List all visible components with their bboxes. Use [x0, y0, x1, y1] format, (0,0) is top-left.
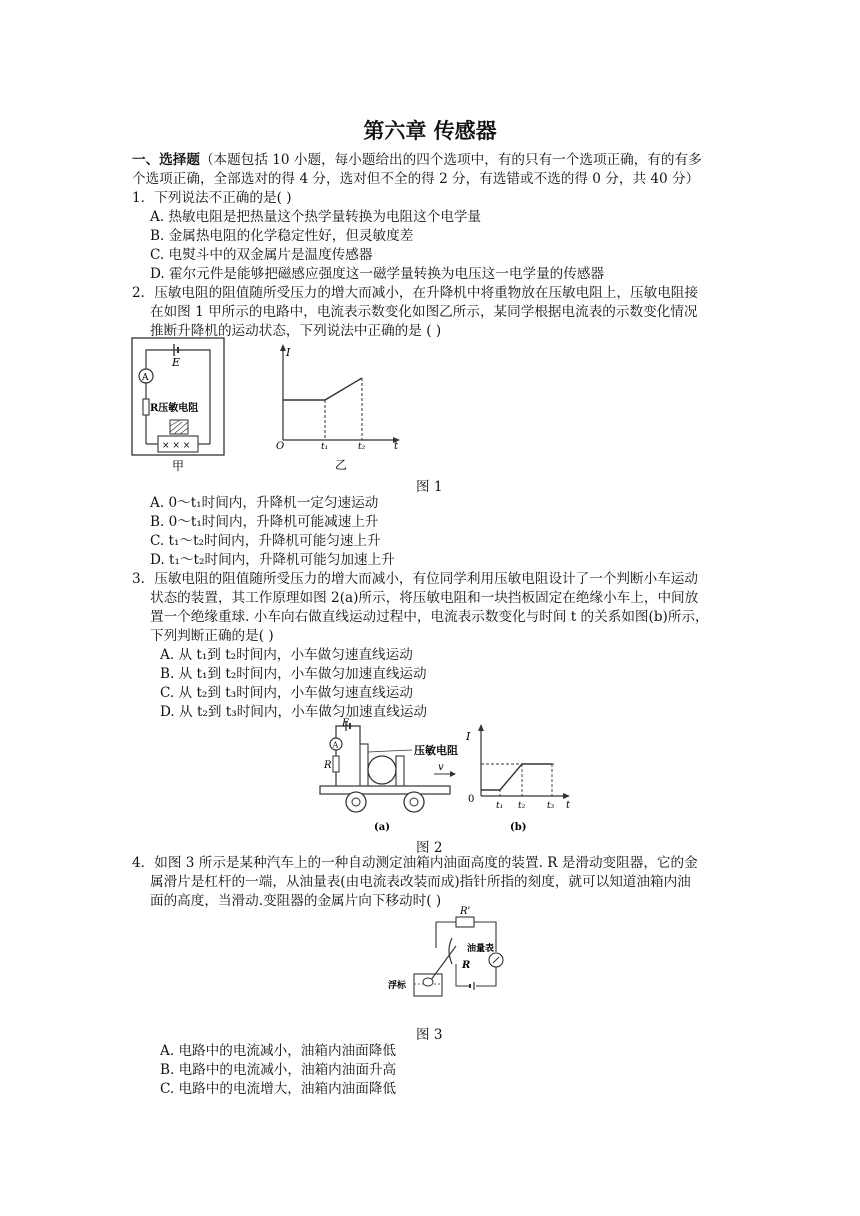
fig2-current-curve — [481, 764, 552, 790]
svg-text:v: v — [438, 762, 444, 773]
svg-text:A: A — [142, 373, 149, 383]
q2-stem-3: 推断升降机的运动状态，下列说法中正确的是 ( ) — [150, 323, 442, 339]
figure-2-caption: 图 2 — [416, 840, 443, 856]
svg-text:t₁: t₁ — [321, 442, 329, 452]
figure-1-caption: 图 1 — [416, 479, 443, 495]
fig2-sensor-label: 压敏电阻 — [414, 744, 458, 757]
q1-option-c: C. 电熨斗中的双金属片是温度传感器 — [150, 247, 373, 263]
q1-option-d: D. 霍尔元件是能够把磁感应强度这一磁学量转换为电压这一电学量的传感器 — [150, 266, 605, 282]
q2-stem-1: 2．压敏电阻的阻值随所受压力的增大而减小，在升降机中将重物放在压敏电阻上，压敏电阻接 — [132, 285, 698, 301]
svg-text:A: A — [332, 740, 339, 750]
q4-option-b: B. 电路中的电流减小，油箱内油面升高 — [160, 1062, 397, 1078]
q2-option-d: D. t₁～t₂时间内，升降机可能匀加速上升 — [150, 552, 395, 568]
section-heading: 一、选择题 — [132, 152, 200, 168]
figure-2 — [316, 714, 586, 834]
svg-text:R: R — [462, 960, 471, 971]
svg-text:t₁: t₁ — [496, 801, 504, 811]
q4-stem-2: 属滑片是杠杆的一端，从油量表(由电流表改装而成)指针所指的刻度，就可以知道油箱内油 — [150, 874, 691, 890]
section-intro — [132, 151, 702, 170]
fig1-marks: × × × — [162, 441, 191, 451]
section-desc-1: （本题包括 10 小题，每小题给出的四个选项中，有的只有一个选项正确，有的有多 — [199, 152, 702, 168]
svg-text:t: t — [394, 441, 399, 452]
q4-option-c: C. 电路中的电流增大，油箱内油面降低 — [160, 1081, 397, 1097]
q3-option-a: A. 从 t₁到 t₂时间内，小车做匀速直线运动 — [160, 647, 413, 663]
figure-1 — [130, 336, 410, 474]
svg-text:t₃: t₃ — [547, 801, 555, 811]
svg-text:0: 0 — [468, 794, 475, 805]
svg-text:t₂: t₂ — [358, 442, 366, 452]
svg-text:t₂: t₂ — [518, 801, 526, 811]
q1-option-b: B. 金属热电阻的化学稳定性好，但灵敏度差 — [150, 228, 414, 244]
q3-option-d: D. 从 t₂到 t₃时间内，小车做匀加速直线运动 — [160, 704, 428, 720]
fig1-R-label: R压敏电阻 — [150, 403, 199, 414]
fig1-left-label: 甲 — [172, 459, 185, 473]
svg-text:E: E — [342, 718, 350, 729]
q2-option-b: B. 0～t₁时间内，升降机可能减速上升 — [150, 514, 379, 530]
svg-text:R: R — [324, 760, 332, 771]
svg-text:(a): (a) — [374, 822, 390, 833]
q3-stem-4: 下列判断正确的是( ) — [150, 628, 274, 644]
section-desc-2: 个选项正确，全部选对的得 4 分，选对但不全的得 2 分，有选错或不选的得 0 分，共 40 分） — [132, 171, 700, 187]
figure-3 — [384, 906, 514, 1006]
svg-text:浮标: 浮标 — [388, 981, 407, 991]
fig1-current-curve — [283, 378, 362, 400]
svg-text:(b): (b) — [510, 822, 527, 833]
q3-option-b: B. 从 t₁到 t₂时间内，小车做匀加速直线运动 — [160, 666, 427, 682]
svg-text:R': R' — [460, 906, 471, 917]
q4-stem-3: 面的高度，当滑动.变阻器的金属片向下移动时( ) — [150, 893, 442, 909]
q3-stem-1: 3．压敏电阻的阻值随所受压力的增大而减小，有位同学利用压敏电阻设计了一个判断小车运动 — [132, 571, 698, 587]
ball-icon — [368, 756, 396, 784]
fig1-right-label: 乙 — [335, 458, 348, 472]
fig1-E: E — [172, 356, 181, 369]
q3-stem-3: 置一个绝缘重球. 小车向右做直线运动过程中，电流表示数变化与时间 t 的关系如图(b)所示， — [150, 609, 709, 625]
svg-text:t: t — [566, 800, 571, 811]
figure-3-caption: 图 3 — [416, 1027, 443, 1043]
q3-stem-2: 状态的装置，其工作原理如图 2(a)所示，将压敏电阻和一块挡板固定在绝缘小车上，中间放 — [150, 590, 699, 606]
q1-option-a: A. 热敏电阻是把热量这个热学量转换为电阻这个电学量 — [150, 209, 482, 225]
page-title: 第六章 传感器 — [363, 119, 497, 143]
q4-stem-1: 4．如图 3 所示是某种汽车上的一种自动测定油箱内油面高度的装置. R 是滑动变阻器，它的金 — [132, 855, 698, 871]
q2-stem-2: 在如图 1 甲所示的电路中，电流表示数变化如图乙所示，某同学根据电流表的示数变化情况 — [150, 304, 698, 320]
q4-option-a: A. 电路中的电流减小，油箱内油面降低 — [160, 1043, 396, 1059]
svg-text:I: I — [466, 730, 471, 743]
q1-stem: 1．下列说法不正确的是( ) — [132, 190, 292, 206]
q2-option-a: A. 0～t₁时间内，升降机一定匀速运动 — [150, 495, 379, 511]
q2-option-c: C. t₁～t₂时间内，升降机可能匀速上升 — [150, 533, 381, 549]
svg-text:油量表: 油量表 — [467, 944, 495, 954]
q3-option-c: C. 从 t₂到 t₃时间内，小车做匀速直线运动 — [160, 685, 413, 701]
svg-text:I: I — [286, 346, 291, 359]
svg-text:O: O — [276, 441, 285, 452]
